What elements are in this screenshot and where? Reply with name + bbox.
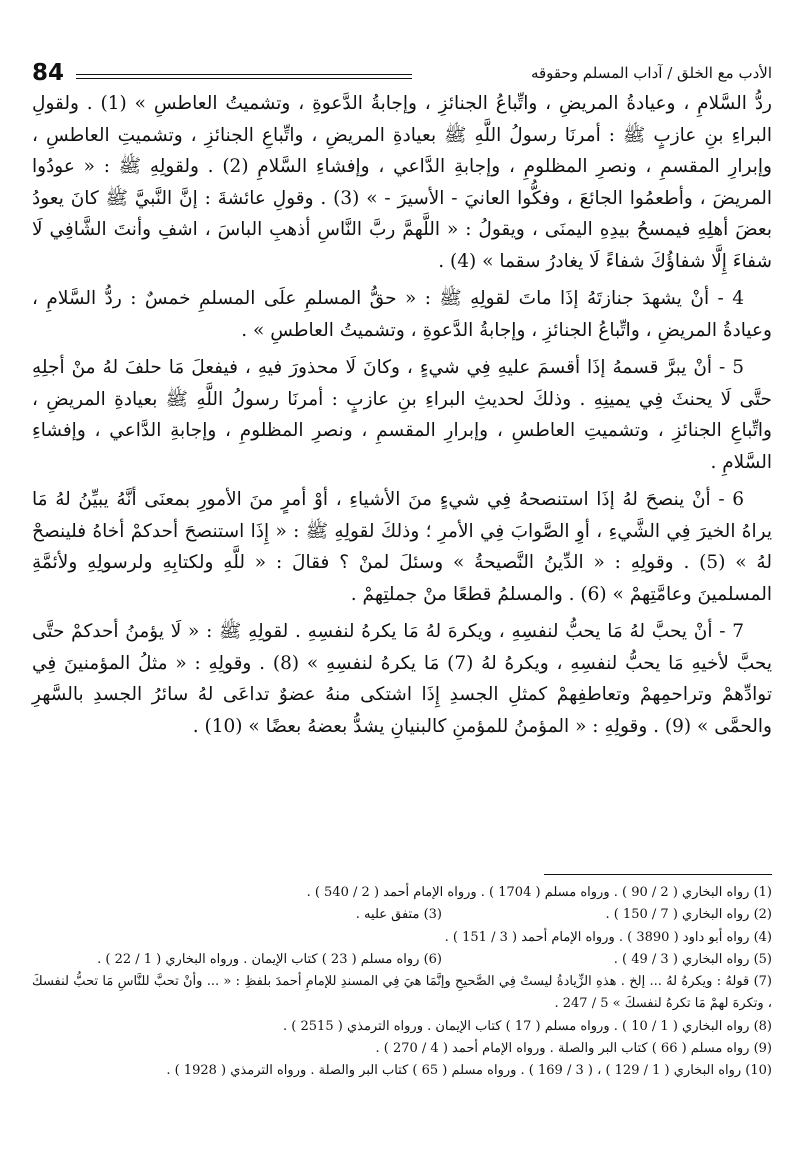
footnote-2: (2) رواه البخاري ( 7 / 150 ) .	[605, 907, 772, 923]
footnote-10: (10) رواه البخاري ( 1 / 129 ) ، ( 3 / 169 ) . ورواه مسلم ( 65 ) كتاب البر والصلة . ورواه الترمذي ( 1928 ) .	[166, 1063, 772, 1079]
footnote-9: (9) رواه مسلم ( 66 ) كتاب البر والصلة . ورواه الإمام أحمد ( 4 / 270 ) .	[375, 1041, 772, 1057]
paragraph-item-4: 4 - أنْ يشهدَ جنازتَهُ إذَا ماتَ لقولِهِ ﷺ : « حقُّ المسلمِ علَى المسلمِ خمسٌ : ردُّ السَّلامِ ، وعيادةُ المريضِ ، واتِّباعُ الجنائزِ ، وإجابةُ الدَّعوةِ ، وتشميتُ العاطسِ » .	[32, 288, 772, 341]
footnote-row	[32, 1038, 772, 1060]
header-rule	[76, 74, 412, 79]
footnote-row	[32, 904, 772, 926]
main-text	[32, 88, 772, 748]
footnote-8: (8) رواه البخاري ( 1 / 10 ) . ورواه مسلم ( 17 ) كتاب الإيمان . ورواه الترمذي ( 2515 ) .	[283, 1018, 772, 1034]
footnote-1: (1) رواه البخاري ( 2 / 90 ) . ورواه مسلم ( 1704 ) . ورواه الإمام أحمد ( 2 / 540 ) .	[306, 885, 772, 900]
book-page	[32, 52, 772, 1132]
footnote-row	[32, 882, 772, 904]
running-title: الأدب مع الخلق / آداب المسلم وحقوقه	[530, 64, 772, 82]
footnote-row	[32, 1016, 772, 1038]
footnote-separator	[544, 874, 772, 875]
paragraph-item-6: 6 - أنْ ينصحَ لهُ إذَا استنصحهُ فِي شيءٍ منَ الأشياءِ ، أوْ أمرٍ منَ الأمورِ بمعنَى أنَّهُ يبيِّنُ لهُ مَا يراهُ الخيرَ فِي الشَّيءِ ، أوِ الصَّوابَ فِي الأمرِ ؛ وذلكَ لقولِهِ ﷺ : « إِذَا استنصحَ أحدكمْ أخاهُ فلينصحْ لهُ » (5) . وقولِهِ : « الدِّينُ النَّصيحةُ » وسئلَ لمنْ ؟ فقالَ : « للَّهِ ولكتابِهِ ولرسولِهِ ولأئمَّةِ المسلمينَ وعامَّتِهمْ » (6) . والمسلمُ قطعًا منْ جملتِهمْ .	[32, 489, 772, 605]
running-header	[32, 60, 772, 86]
footnote-4: (4) رواه أبو داود ( 3890 ) . ورواه الإمام أحمد ( 3 / 151 ) .	[444, 929, 772, 945]
paragraph-continuation: ردُّ السَّلامِ ، وعيادةُ المريضِ ، واتِّباعُ الجنائزِ ، وإجابةُ الدَّعوةِ ، وتشميتُ العاطسِ » (1) . ولقولِ البراءِ بنِ عازبٍ ﷺ : أمرنَا رسولُ اللَّهِ ﷺ بعيادةِ المريضِ ، واتِّباعِ الجنائزِ ، وتشميتِ العاطسِ ، وإبرارِ المقسمِ ، ونصرِ المظلومِ ، وإجابةِ الدَّاعي ، وإفشاءِ السَّلامِ (2) . ولقولِهِ ﷺ : « عودُوا المريضَ ، وأطعمُوا الجائعَ ، وفكُّوا العانيَ - الأسيرَ - » (3) . وقولِ عائشةَ : إنَّ النَّبيَّ ﷺ كانَ يعودُ بعضَ أهلِهِ فيمسحُ بيدِهِ اليمنَى ، ويقولُ : « اللَّهمَّ ربَّ النَّاسِ أذهبِ الباسَ ، اشفِ وأنتَ الشَّافِي لَا شفاءَ إِلَّا شفاؤُكَ شفاءً لَا يغادرُ سقما » (4) .	[32, 93, 772, 272]
paragraph-item-5: 5 - أنْ يبرَّ قسمهُ إذَا أقسمَ عليهِ فِي شيءٍ ، وكانَ لَا محذورَ فيهِ ، فيفعلَ مَا حلفَ لهُ منْ أجلِهِ حتَّى لَا يحنثَ فِي يمينِهِ . وذلكَ لحديثِ البراءِ بنِ عازبٍ : أمرنَا رسولُ اللَّهِ ﷺ بعيادةِ المريضِ ، واتِّباعِ الجنائزِ ، وتشميتِ العاطسِ ، وإبرارِ المقسمِ ، ونصرِ المظلومِ ، وإجابةِ الدَّاعي ، وإفشاءِ السَّلامِ .	[32, 357, 772, 473]
footnote-7: (7) قولهُ : ويكرهُ لهُ ... إلخ . هذهِ الزِّيادةُ ليستْ فِي الصَّحيحِ وإنَّمَا هيَ فِي المسندِ للإمامِ أحمدَ بلفظِ : « ... وأنْ تحبَّ للنَّاسِ مَا تحبُّ لنفسكَ ، وتكرهَ لهمْ مَا تكرهُ لنفسكَ » 5 / 247 .	[32, 974, 772, 1012]
footnote-row	[32, 949, 772, 971]
footnote-6: (6) رواه مسلم ( 23 ) كتاب الإيمان . ورواه البخاري ( 1 / 22 ) .	[97, 951, 442, 967]
footnote-row	[32, 1060, 772, 1082]
paragraph-item-7: 7 - أنْ يحبَّ لهُ مَا يحبُّ لنفسِهِ ، ويكرهَ لهُ مَا يكرهُ لنفسِهِ . لقولِهِ ﷺ : « لَا يؤمنُ أحدكمْ حتَّى يحبَّ لأخيهِ مَا يحبُّ لنفسِهِ ، ويكرهُ لهُ (7) مَا يكرهُ لنفسِهِ » (8) . وقولِهِ : « مثلُ المؤمنينَ فِي توادِّهمْ وتراحمِهمْ وتعاطفِهمْ كمثلِ الجسدِ إِذَا اشتكى منهُ عضوٌ تداعَى لهُ سائرُ الجسدِ بالسَّهرِ والحمَّى » (9) . وقولِهِ : « المؤمنُ للمؤمنِ كالبنيانِ يشدُّ بعضهُ بعضًا » (10) .	[32, 621, 773, 737]
footnote-row	[32, 927, 772, 949]
footnote-3: (3) متفق عليه .	[355, 907, 442, 923]
footnote-5: (5) رواه البخاري ( 3 / 49 ) .	[613, 951, 772, 967]
footnotes	[32, 882, 772, 1083]
page-number: 84	[32, 60, 65, 86]
